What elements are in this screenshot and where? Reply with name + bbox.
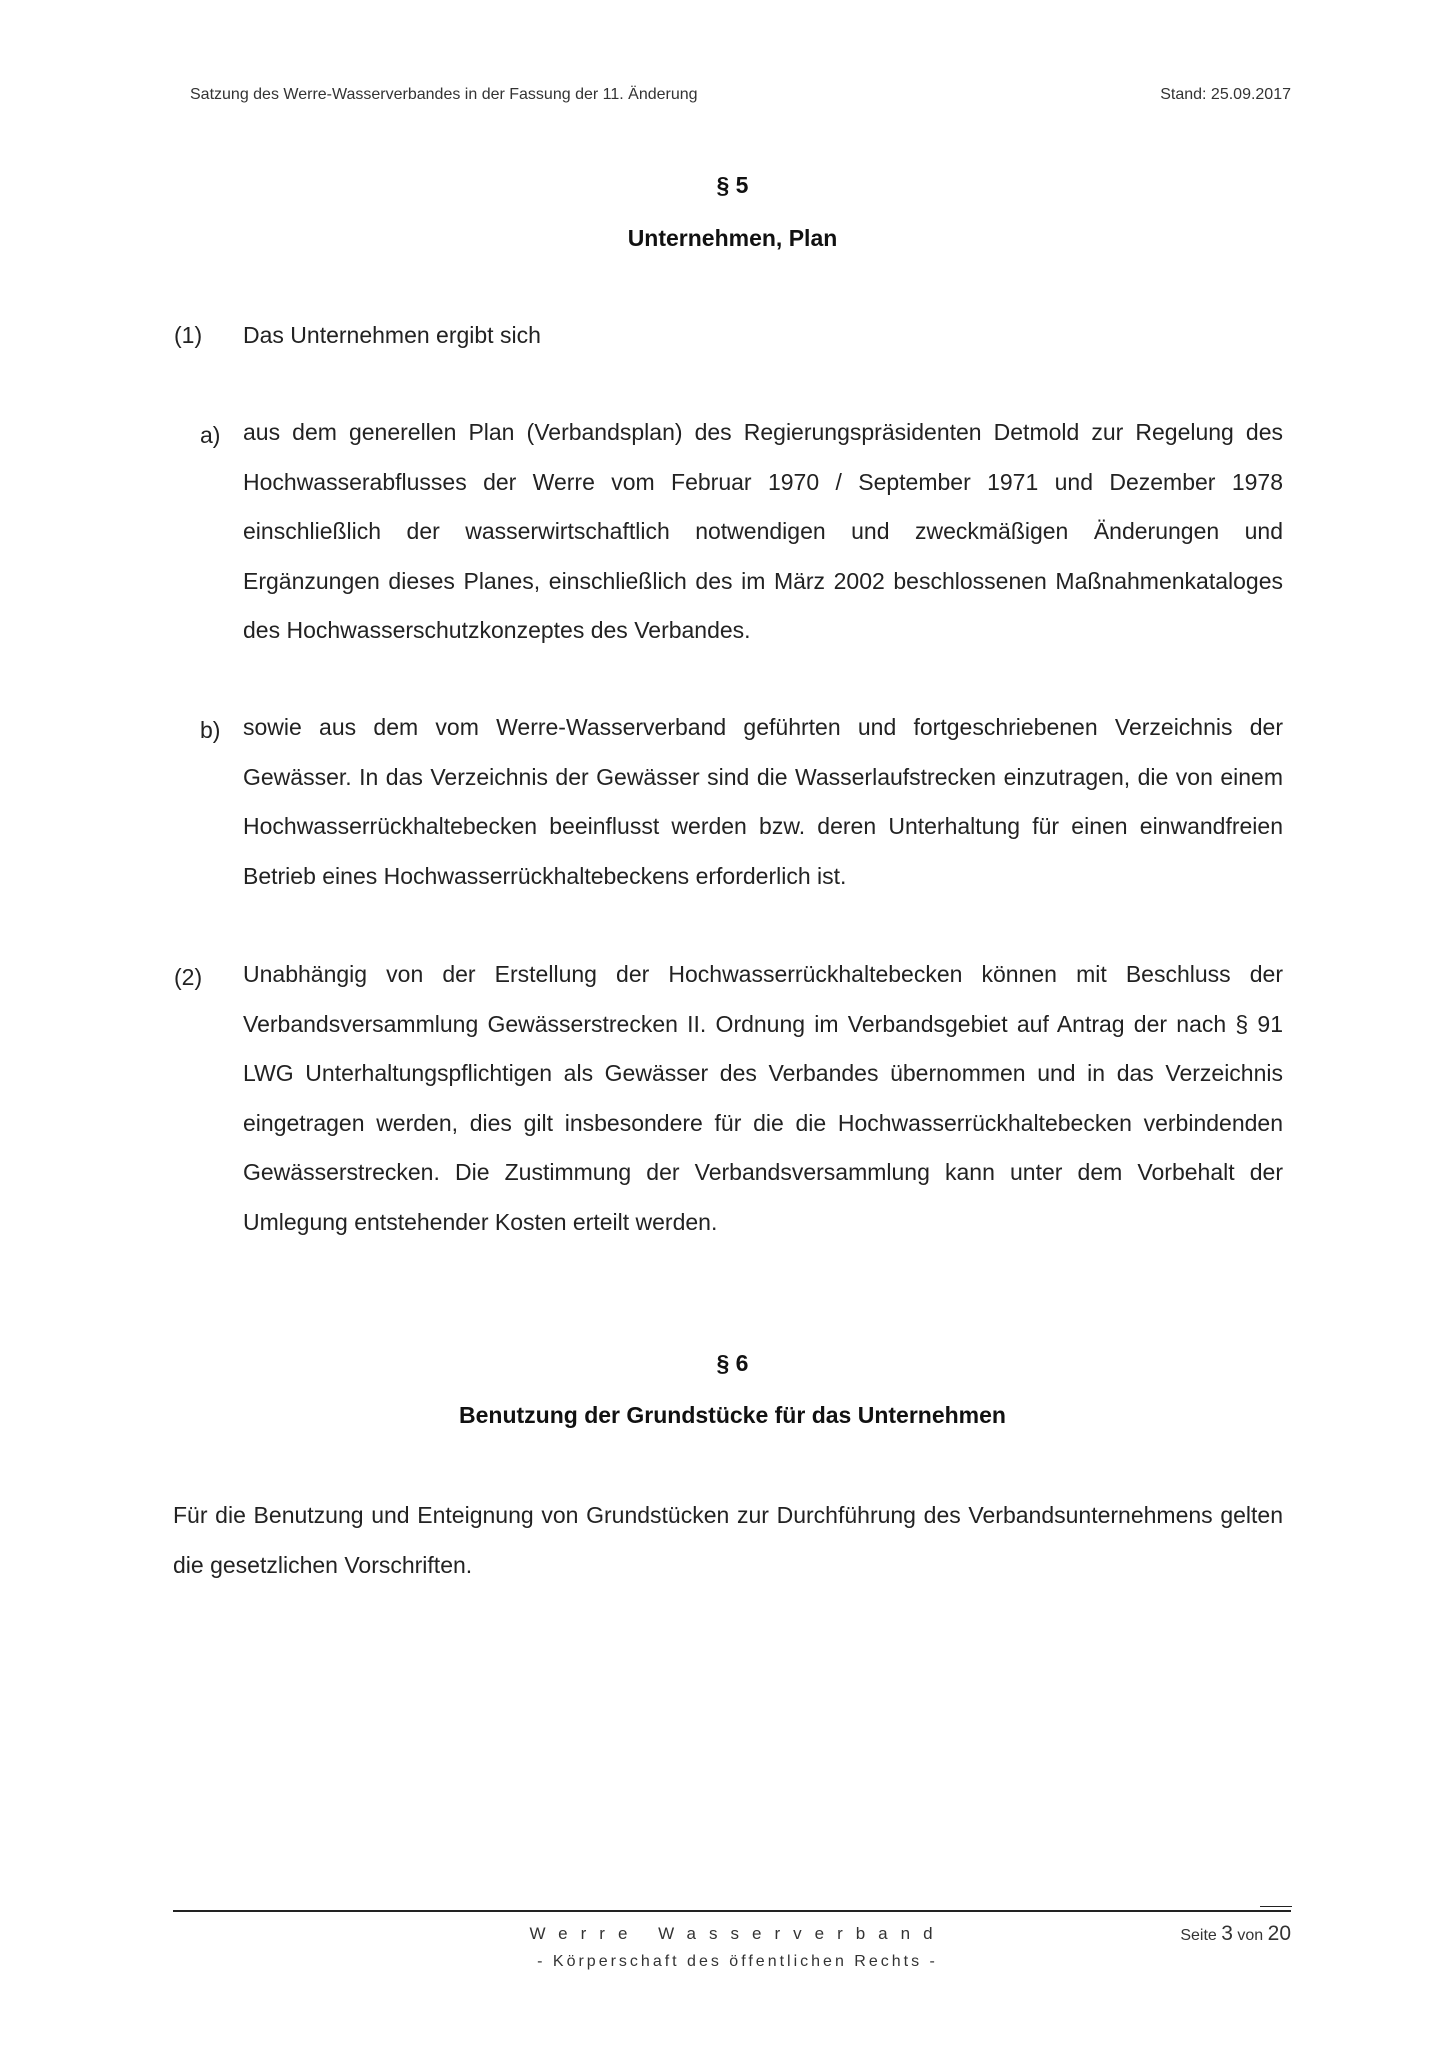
header-date: Stand: 25.09.2017: [1160, 86, 1291, 103]
header-document-title: Satzung des Werre-Wasserverbandes in der Fassung der 11. Änderung: [190, 86, 698, 103]
item-b-label: b): [200, 717, 221, 743]
page-number: [1180, 1922, 1291, 1946]
paragraph-1-number: (1): [174, 322, 203, 348]
footer-organization-type: - Körperschaft des öffentlichen Rechts -: [537, 1953, 938, 1970]
section-6-title: Benutzung der Grundstücke für das Unternehmen: [459, 1402, 1006, 1428]
section-6-text: Für die Benutzung und Enteignung von Grundstücken zur Durchführung des Verbandsunternehmens gelten die gesetzlichen Vorschriften.: [173, 1502, 1283, 1578]
page-current: 3: [1221, 1922, 1233, 1945]
item-b-text: sowie aus dem vom Werre-Wasserverband geführten und fortgeschriebenen Verzeichnis der Gewässer. In das Verzeichnis der Gewässer sind die Wasserlaufstrecken einzutragen, die von einem Hochwasserrückhaltebecken beeinflusst werden bzw. deren Unterhaltung für einen einwandfreien Betrieb eines Hochwasserrückhaltebeckens erforderlich ist.: [243, 714, 1283, 889]
page-mid: von: [1232, 1927, 1268, 1944]
section-6-number: § 6: [716, 1350, 749, 1376]
paragraph-1-intro: Das Unternehmen ergibt sich: [243, 322, 541, 348]
section-5-number: § 5: [716, 172, 749, 198]
footer-rule-accent: [1260, 1906, 1292, 1907]
item-a-text: aus dem generellen Plan (Verbandsplan) des Regierungspräsidenten Detmold zur Regelung des Hochwasserabflusses der Werre vom Februar 1970 / September 1971 und Dezember 1978 einschließlich der wasserwirtschaftlich notwendigen und zweckmäßigen Änderungen und Ergänzungen dieses Planes, einschließlich des im März 2002 beschlossenen Maßnahmenkataloges des Hochwasserschutzkonzeptes des Verbandes.: [243, 419, 1283, 643]
page-prefix: Seite: [1180, 1927, 1222, 1944]
item-a-label: a): [200, 422, 221, 448]
footer-organization: Werre Wasserverband: [529, 1924, 946, 1943]
section-5-title: Unternehmen, Plan: [627, 225, 838, 251]
paragraph-2-number: (2): [174, 964, 203, 990]
paragraph-2-text: Unabhängig von der Erstellung der Hochwasserrückhaltebecken können mit Beschluss der Verbandsversammlung Gewässerstrecken II. Ordnung im Verbandsgebiet auf Antrag der nach § 91 LWG Unterhaltungspflichtigen als Gewässer des Verbandes übernommen und in das Verzeichnis eingetragen werden, dies gilt insbesondere für die die Hochwasserrückhaltebecken verbindenden Gewässerstrecken. Die Zustimmung der Verbandsversammlung kann unter dem Vorbehalt der Umlegung entstehender Kosten erteilt werden.: [243, 961, 1283, 1235]
footer-rule: [173, 1910, 1291, 1912]
page-total: 20: [1267, 1922, 1291, 1945]
